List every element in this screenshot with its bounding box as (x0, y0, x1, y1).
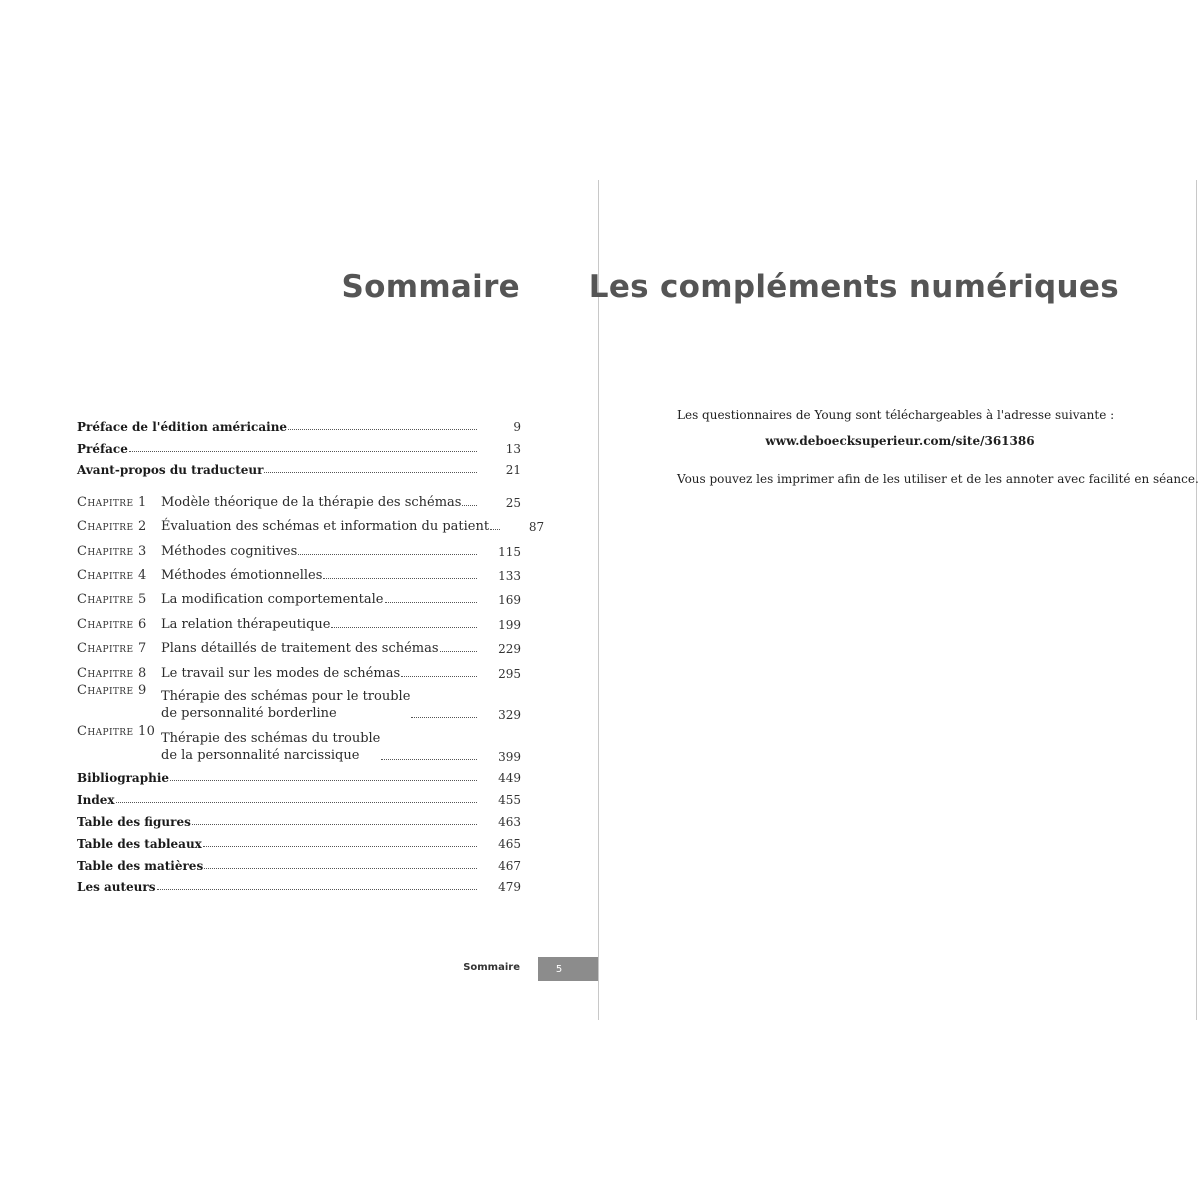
toc-entry-title: Les auteurs (77, 880, 156, 895)
toc-entry-page: 9 (513, 419, 521, 434)
chapter-title: La modification comportementale (161, 592, 384, 608)
toc-chapter[interactable] (77, 534, 521, 558)
dot-leader (203, 846, 477, 847)
dot-leader (323, 578, 477, 579)
toc-entry[interactable] (77, 851, 521, 873)
toc-entry-title: Table des tableaux (77, 836, 202, 851)
toc-entry[interactable] (77, 807, 521, 829)
chapter-title: Le travail sur les modes de schémas (161, 665, 401, 681)
toc-entry-page: 465 (498, 836, 521, 851)
page-title-sommaire: Sommaire (341, 268, 520, 305)
chapter-title: La relation thérapeutique (161, 616, 331, 632)
page-gutter-divider (598, 180, 599, 1020)
toc-chapter[interactable] (77, 583, 521, 607)
dot-leader (192, 824, 477, 825)
chapter-page: 399 (498, 749, 521, 764)
chapter-page: 229 (498, 642, 521, 657)
chapter-title: Évaluation des schémas et information du patient (161, 519, 490, 535)
toc-entry[interactable] (77, 785, 521, 807)
chapter-title-line2: de la personnalité narcissique (161, 747, 360, 763)
toc-chapter[interactable] (77, 632, 521, 656)
page-number-box (538, 957, 598, 981)
toc-entry-page: 13 (505, 441, 521, 456)
page-right-edge (1196, 180, 1197, 1020)
toc-entry[interactable] (77, 456, 521, 478)
dot-leader (331, 627, 477, 628)
chapter-page: 87 (528, 520, 545, 535)
chapter-label: Chapitre 9 (77, 682, 147, 698)
chapter-label: Chapitre 10 (77, 724, 156, 740)
toc-entry[interactable] (77, 873, 521, 895)
page-number: 5 (555, 963, 563, 975)
chapter-label: Chapitre 3 (77, 543, 147, 559)
dot-leader (462, 505, 477, 506)
toc-chapter[interactable] (77, 681, 521, 723)
download-url-wrap (0, 434, 1200, 448)
toc-chapter[interactable] (77, 607, 521, 631)
chapter-page: 295 (498, 666, 521, 681)
toc-entry-title: Table des matières (77, 858, 204, 873)
chapter-title-line1: Thérapie des schémas du trouble (161, 730, 381, 746)
toc-chapter[interactable] (77, 722, 521, 764)
toc-entry-title: Table des figures (77, 814, 191, 829)
chapter-page: 115 (498, 544, 521, 559)
toc-entry-page: 21 (505, 463, 521, 478)
chapter-page: 133 (498, 568, 521, 583)
chapter-title-line1: Thérapie des schémas pour le trouble (161, 689, 411, 705)
chapter-page: 169 (498, 593, 521, 608)
dot-leader (157, 889, 478, 890)
toc-chapter[interactable] (77, 656, 521, 680)
toc-chapter[interactable] (77, 485, 521, 509)
dot-leader (381, 759, 477, 760)
download-info-text: Les questionnaires de Young sont téléchargeables à l'adresse suivante : (677, 408, 1115, 422)
chapter-title: Modèle théorique de la thérapie des schémas (161, 494, 462, 510)
chapter-label: Chapitre 6 (77, 616, 147, 632)
toc-entry-page: 455 (498, 793, 521, 808)
chapter-label: Chapitre 2 (77, 519, 147, 535)
toc-chapter[interactable] (77, 559, 521, 583)
chapter-label: Chapitre 8 (77, 665, 147, 681)
chapter-title: Méthodes cognitives (161, 543, 298, 559)
dot-leader (288, 429, 477, 430)
chapter-label: Chapitre 4 (77, 567, 147, 583)
toc-entry-title: Avant-propos du traducteur (77, 463, 264, 478)
dot-leader (129, 451, 477, 452)
chapter-page: 329 (498, 708, 521, 723)
dot-leader (401, 676, 477, 677)
running-footer-label: Sommaire (463, 962, 520, 973)
dot-leader (204, 868, 477, 869)
chapter-label: Chapitre 1 (77, 494, 147, 510)
chapter-page: 199 (498, 617, 521, 632)
dot-leader (170, 780, 477, 781)
toc-entry-page: 467 (498, 858, 521, 873)
toc-entry-title: Bibliographie (77, 771, 170, 786)
toc-entry-page: 449 (498, 771, 521, 786)
download-url-link[interactable]: www.deboecksuperieur.com/site/361386 (765, 434, 1035, 448)
toc-chapter[interactable] (77, 510, 545, 535)
toc-entry-page: 479 (498, 880, 521, 895)
chapter-title: Méthodes émotionnelles (161, 567, 323, 583)
toc-entry-title: Index (77, 793, 115, 808)
dot-leader (440, 651, 477, 652)
page-title-complements: Les compléments numériques (588, 268, 1119, 305)
chapter-title: Plans détaillés de traitement des schémas (161, 641, 439, 657)
chapter-label: Chapitre 7 (77, 641, 147, 657)
dot-leader (385, 602, 478, 603)
toc-entry[interactable] (77, 412, 521, 434)
dot-leader (490, 529, 500, 530)
toc-entry-title: Préface (77, 441, 128, 456)
dot-leader (298, 554, 477, 555)
toc-entry-title: Préface de l'édition américaine (77, 419, 288, 434)
table-of-contents (77, 412, 545, 895)
chapter-label: Chapitre 5 (77, 592, 147, 608)
dot-leader (264, 472, 477, 473)
toc-entry[interactable] (77, 764, 521, 786)
dot-leader (116, 802, 477, 803)
toc-entry-page: 463 (498, 814, 521, 829)
chapter-page: 25 (505, 495, 521, 510)
usage-info-text: Vous pouvez les imprimer afin de les utiliser et de les annoter avec facilité en séance. (677, 472, 1199, 486)
chapter-title-line2: de personnalité borderline (161, 706, 337, 722)
toc-entry[interactable] (77, 829, 521, 851)
dot-leader (411, 717, 477, 718)
